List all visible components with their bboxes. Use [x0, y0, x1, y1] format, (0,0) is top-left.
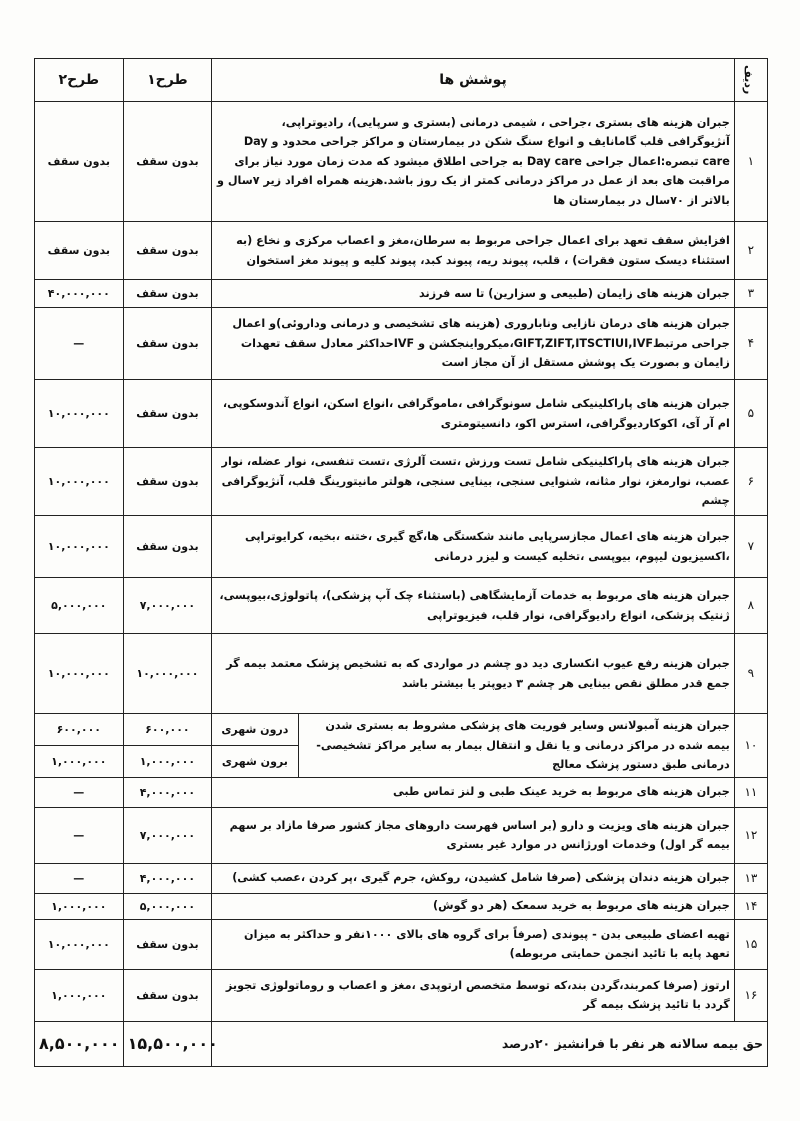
header-row-number: ردیف	[734, 59, 767, 102]
plan2-value: بدون سقف	[35, 102, 124, 222]
plan1-value: بدون سقف	[123, 448, 212, 516]
coverage-text: ارتوز (صرفا کمربند،گردن بند،که توسط متخصص ارتوپدی ،مغز و اعصاب و روماتولوژی تجویز گردد با تائید پزشک بیمه گر	[212, 969, 735, 1021]
table-row	[35, 380, 768, 448]
plan1-value: ۵,۰۰۰,۰۰۰	[123, 893, 212, 919]
total-plan2: ۸,۵۰۰,۰۰۰	[35, 1021, 124, 1066]
location-label: برون شهری	[212, 745, 298, 777]
plan2-value: —	[35, 863, 124, 893]
row-number: ۹	[734, 634, 767, 714]
plan2-value: ۱۰,۰۰۰,۰۰۰	[35, 448, 124, 516]
coverage-text: جبران هزینه رفع عیوب انکساری دید دو چشم در مواردی که به تشخیص پزشک معتمد بیمه گر جمع قدر مطلق نقص بینایی هر چشم ۳ دیوپتر یا بیشتر باشد	[212, 634, 735, 714]
header-plan1: طرح۱	[123, 59, 212, 102]
row-number: ۱۴	[734, 893, 767, 919]
row-number: ۳	[734, 280, 767, 308]
plan2-value: ۱۰,۰۰۰,۰۰۰	[35, 380, 124, 448]
coverage-text: افزایش سقف تعهد برای اعمال جراحی مربوط به سرطان،مغز و اعصاب مرکزی و نخاع (به استثناء دیسک ستون فقرات) ، قلب، پیوند ریه، پیوند کبد، پیوند کلیه و پیوند مغز استخوان	[212, 222, 735, 280]
table-row	[35, 516, 768, 578]
coverage-text: جبران هزینه آمبولانس وسایر فوریت های پزشکی مشروط به بستری شدن بیمه شده در مراکز درمانی و یا نقل و انتقال بیمار به سایر مراکز تشخیصی-درمانی طبق دستور پزشک معالج	[298, 714, 734, 778]
plan1-value: ۴,۰۰۰,۰۰۰	[123, 863, 212, 893]
plan1-value: بدون سقف	[123, 919, 212, 969]
plan2-value: —	[35, 308, 124, 380]
row-number: ۶	[734, 448, 767, 516]
total-label: حق بیمه سالانه هر نفر با فرانشیز ۲۰درصد	[212, 1021, 768, 1066]
header-row	[35, 59, 768, 102]
plan2-value: ۱,۰۰۰,۰۰۰	[35, 893, 124, 919]
coverage-table	[34, 58, 768, 1067]
table-row	[35, 102, 768, 222]
plan2-value: ۱۰,۰۰۰,۰۰۰	[35, 634, 124, 714]
plan2-value: بدون سقف	[35, 222, 124, 280]
row-number: ۴	[734, 308, 767, 380]
row-number: ۱۶	[734, 969, 767, 1021]
table-row	[35, 634, 768, 714]
plan2-value: ۶۰۰,۰۰۰	[35, 714, 124, 746]
coverage-text: جبران هزینه های مربوط به خرید سمعک (هر دو گوش)	[212, 893, 735, 919]
plan2-value: ۴۰,۰۰۰,۰۰۰	[35, 280, 124, 308]
plan1-value: بدون سقف	[123, 222, 212, 280]
row-number: ۱۲	[734, 807, 767, 863]
plan1-value: بدون سقف	[123, 380, 212, 448]
row-number: ۱	[734, 102, 767, 222]
table-row	[35, 863, 768, 893]
row-number: ۱۱	[734, 777, 767, 807]
plan2-value: ۱,۰۰۰,۰۰۰	[35, 745, 124, 777]
table-row	[35, 807, 768, 863]
table-row	[35, 919, 768, 969]
coverage-text: جبران هزینه های پاراکلینیکی شامل سونوگرافی ،ماموگرافی ،انواع اسکن، انواع آندوسکوپی، ام آر آی، اکوکاردیوگرافی، استرس اکو، دانسیتومتری	[212, 380, 735, 448]
table-row	[35, 777, 768, 807]
row-number: ۵	[734, 380, 767, 448]
plan1-value: بدون سقف	[123, 516, 212, 578]
row-number: ۲	[734, 222, 767, 280]
location-label: درون شهری	[212, 714, 298, 746]
coverage-text: جبران هزینه های مربوط به خدمات آزمایشگاهی (باستثناء چک آپ پزشکی)، پاتولوژی،بیوپسی، ژنتیک پزشکی، انواع رادیوگرافی، نوار قلب، فیزیوتراپی	[212, 578, 735, 634]
coverage-text: جبران هزینه های پاراکلینیکی شامل تست ورزش ،تست آلرژی ،تست تنفسی، نوار عضله، نوار عصب، نوارمغز، نوار مثانه، شنوایی سنجی، بینایی سنجی، هولتر مانیتورینگ قلب، آنژیوگرافی چشم	[212, 448, 735, 516]
plan2-value: ۵,۰۰۰,۰۰۰	[35, 578, 124, 634]
plan2-value: ۱۰,۰۰۰,۰۰۰	[35, 919, 124, 969]
total-plan1: ۱۵,۵۰۰,۰۰۰	[123, 1021, 212, 1066]
header-plan2: طرح۲	[35, 59, 124, 102]
plan2-value: ۱۰,۰۰۰,۰۰۰	[35, 516, 124, 578]
plan1-value: ۱۰,۰۰۰,۰۰۰	[123, 634, 212, 714]
row-number: ۱۳	[734, 863, 767, 893]
coverage-text: جبران هزینه های زایمان (طبیعی و سزارین) تا سه فرزند	[212, 280, 735, 308]
row-number: ۱۰	[734, 714, 767, 778]
plan1-value: بدون سقف	[123, 280, 212, 308]
plan2-value: —	[35, 807, 124, 863]
total-row	[35, 1021, 768, 1066]
table-row	[35, 969, 768, 1021]
plan1-value: ۱,۰۰۰,۰۰۰	[123, 745, 212, 777]
coverage-text: جبران هزینه های درمان نازایی وناباروری (هزینه های تشخیصی و درمانی وداروئی)و اعمال جراحی مرتبطGIFT,ZIFT,ITSCTIUI,IVF،میکرواینجکشن و IVFحداکثر معادل سقف تعهدات زایمان و بصورت یک پوشش مستقل از آن مجاز است	[212, 308, 735, 380]
table-row	[35, 578, 768, 634]
plan1-value: ۶۰۰,۰۰۰	[123, 714, 212, 746]
coverage-text: جبران هزینه دندان پزشکی (صرفا شامل کشیدن، روکش، جرم گیری ،پر کردن ،عصب کشی)	[212, 863, 735, 893]
coverage-text: تهیه اعضای طبیعی بدن - پیوندی (صرفاً برای گروه های بالای ۱۰۰۰نفر و حداکثر به میزان تعهد پایه با تائید انجمن حمایتی مربوطه)	[212, 919, 735, 969]
coverage-text: جبران هزینه های اعمال مجازسرپایی مانند شکستگی ها،گچ گیری ،ختنه ،بخیه، کرایوتراپی ،اکسیزیون لیپوم، بیوپسی ،تخلیه کیست و لیزر درمانی	[212, 516, 735, 578]
header-coverage: پوشش ها	[212, 59, 735, 102]
table-row	[35, 714, 768, 746]
coverage-text: جبران هزینه های مربوط به خرید عینک طبی و لنز تماس طبی	[212, 777, 735, 807]
coverage-text: جبران هزینه های بستری ،جراحی ، شیمی درمانی (بستری و سرپایی)، رادیوتراپی، آنژیوگرافی قلب گامانایف و انواع سنگ شکن در بیمارستان و مراکز جراحی محدود و Day care تبصره:اعمال جراحی Day care به جراحی اطلاق میشود که مدت زمان مورد نیاز برای مراقبت های بعد از عمل در مراکز درمانی کمتر از یک روز باشد.هزینه همراه افراد زیر ۷سال و بالاتر از ۷۰سال در بیمارستان ها	[212, 102, 735, 222]
row-number: ۸	[734, 578, 767, 634]
plan2-value: —	[35, 777, 124, 807]
row-number: ۱۵	[734, 919, 767, 969]
plan1-value: ۷,۰۰۰,۰۰۰	[123, 807, 212, 863]
plan1-value: بدون سقف	[123, 308, 212, 380]
plan1-value: ۴,۰۰۰,۰۰۰	[123, 777, 212, 807]
plan1-value: ۷,۰۰۰,۰۰۰	[123, 578, 212, 634]
table-row	[35, 280, 768, 308]
coverage-text: جبران هزینه های ویزیت و دارو (بر اساس فهرست داروهای مجاز کشور صرفا مازاد بر سهم بیمه گر اول) وخدمات اورژانس در موارد غیر بستری	[212, 807, 735, 863]
row-number: ۷	[734, 516, 767, 578]
plan1-value: بدون سقف	[123, 102, 212, 222]
table-row	[35, 448, 768, 516]
plan1-value: بدون سقف	[123, 969, 212, 1021]
table-row	[35, 893, 768, 919]
table-row	[35, 222, 768, 280]
plan2-value: ۱,۰۰۰,۰۰۰	[35, 969, 124, 1021]
table-row	[35, 308, 768, 380]
